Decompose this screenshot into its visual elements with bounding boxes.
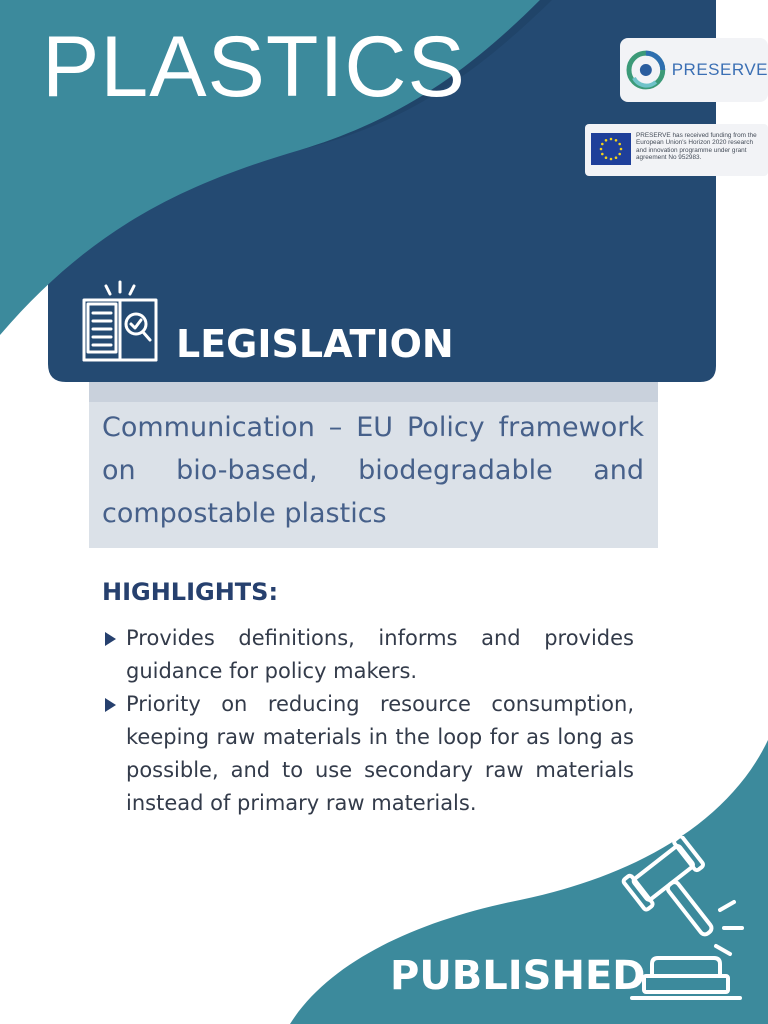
highlight-item <box>102 622 634 688</box>
eu-funding-notice <box>585 124 768 176</box>
preserve-logo-text: PRESERVE <box>671 60 768 79</box>
eu-flag-icon <box>591 133 631 165</box>
highlight-text: Provides definitions, informs and provides guidance for policy makers. <box>126 626 634 683</box>
triangle-bullet-icon <box>104 631 117 647</box>
panel-top-strip <box>89 382 658 402</box>
book-magnifier-icon <box>80 280 160 366</box>
preserve-logo-icon <box>626 50 666 90</box>
highlights-list <box>102 622 634 820</box>
category-label: LEGISLATION <box>176 322 454 366</box>
preserve-logo <box>620 38 768 102</box>
highlight-text: Priority on reducing resource consumption, keeping raw materials in the loop for as long as possible, and to use secondary raw materials instead of primary raw materials. <box>126 692 634 815</box>
page-title: PLASTICS <box>42 19 466 115</box>
gavel-icon <box>606 836 756 1006</box>
triangle-bullet-icon <box>104 697 117 713</box>
highlights-heading: HIGHLIGHTS: <box>102 578 279 606</box>
document-title-panel <box>89 382 658 548</box>
eu-funding-text: PRESERVE has received funding from the European Union's Horizon 2020 research and innovation programme under grant agreement No 952983. <box>636 132 757 161</box>
document-title: Communication – EU Policy framework on bio-based, biodegradable and compostable plastics <box>102 412 644 529</box>
highlight-item <box>102 688 634 820</box>
status-label: PUBLISHED <box>390 953 646 999</box>
